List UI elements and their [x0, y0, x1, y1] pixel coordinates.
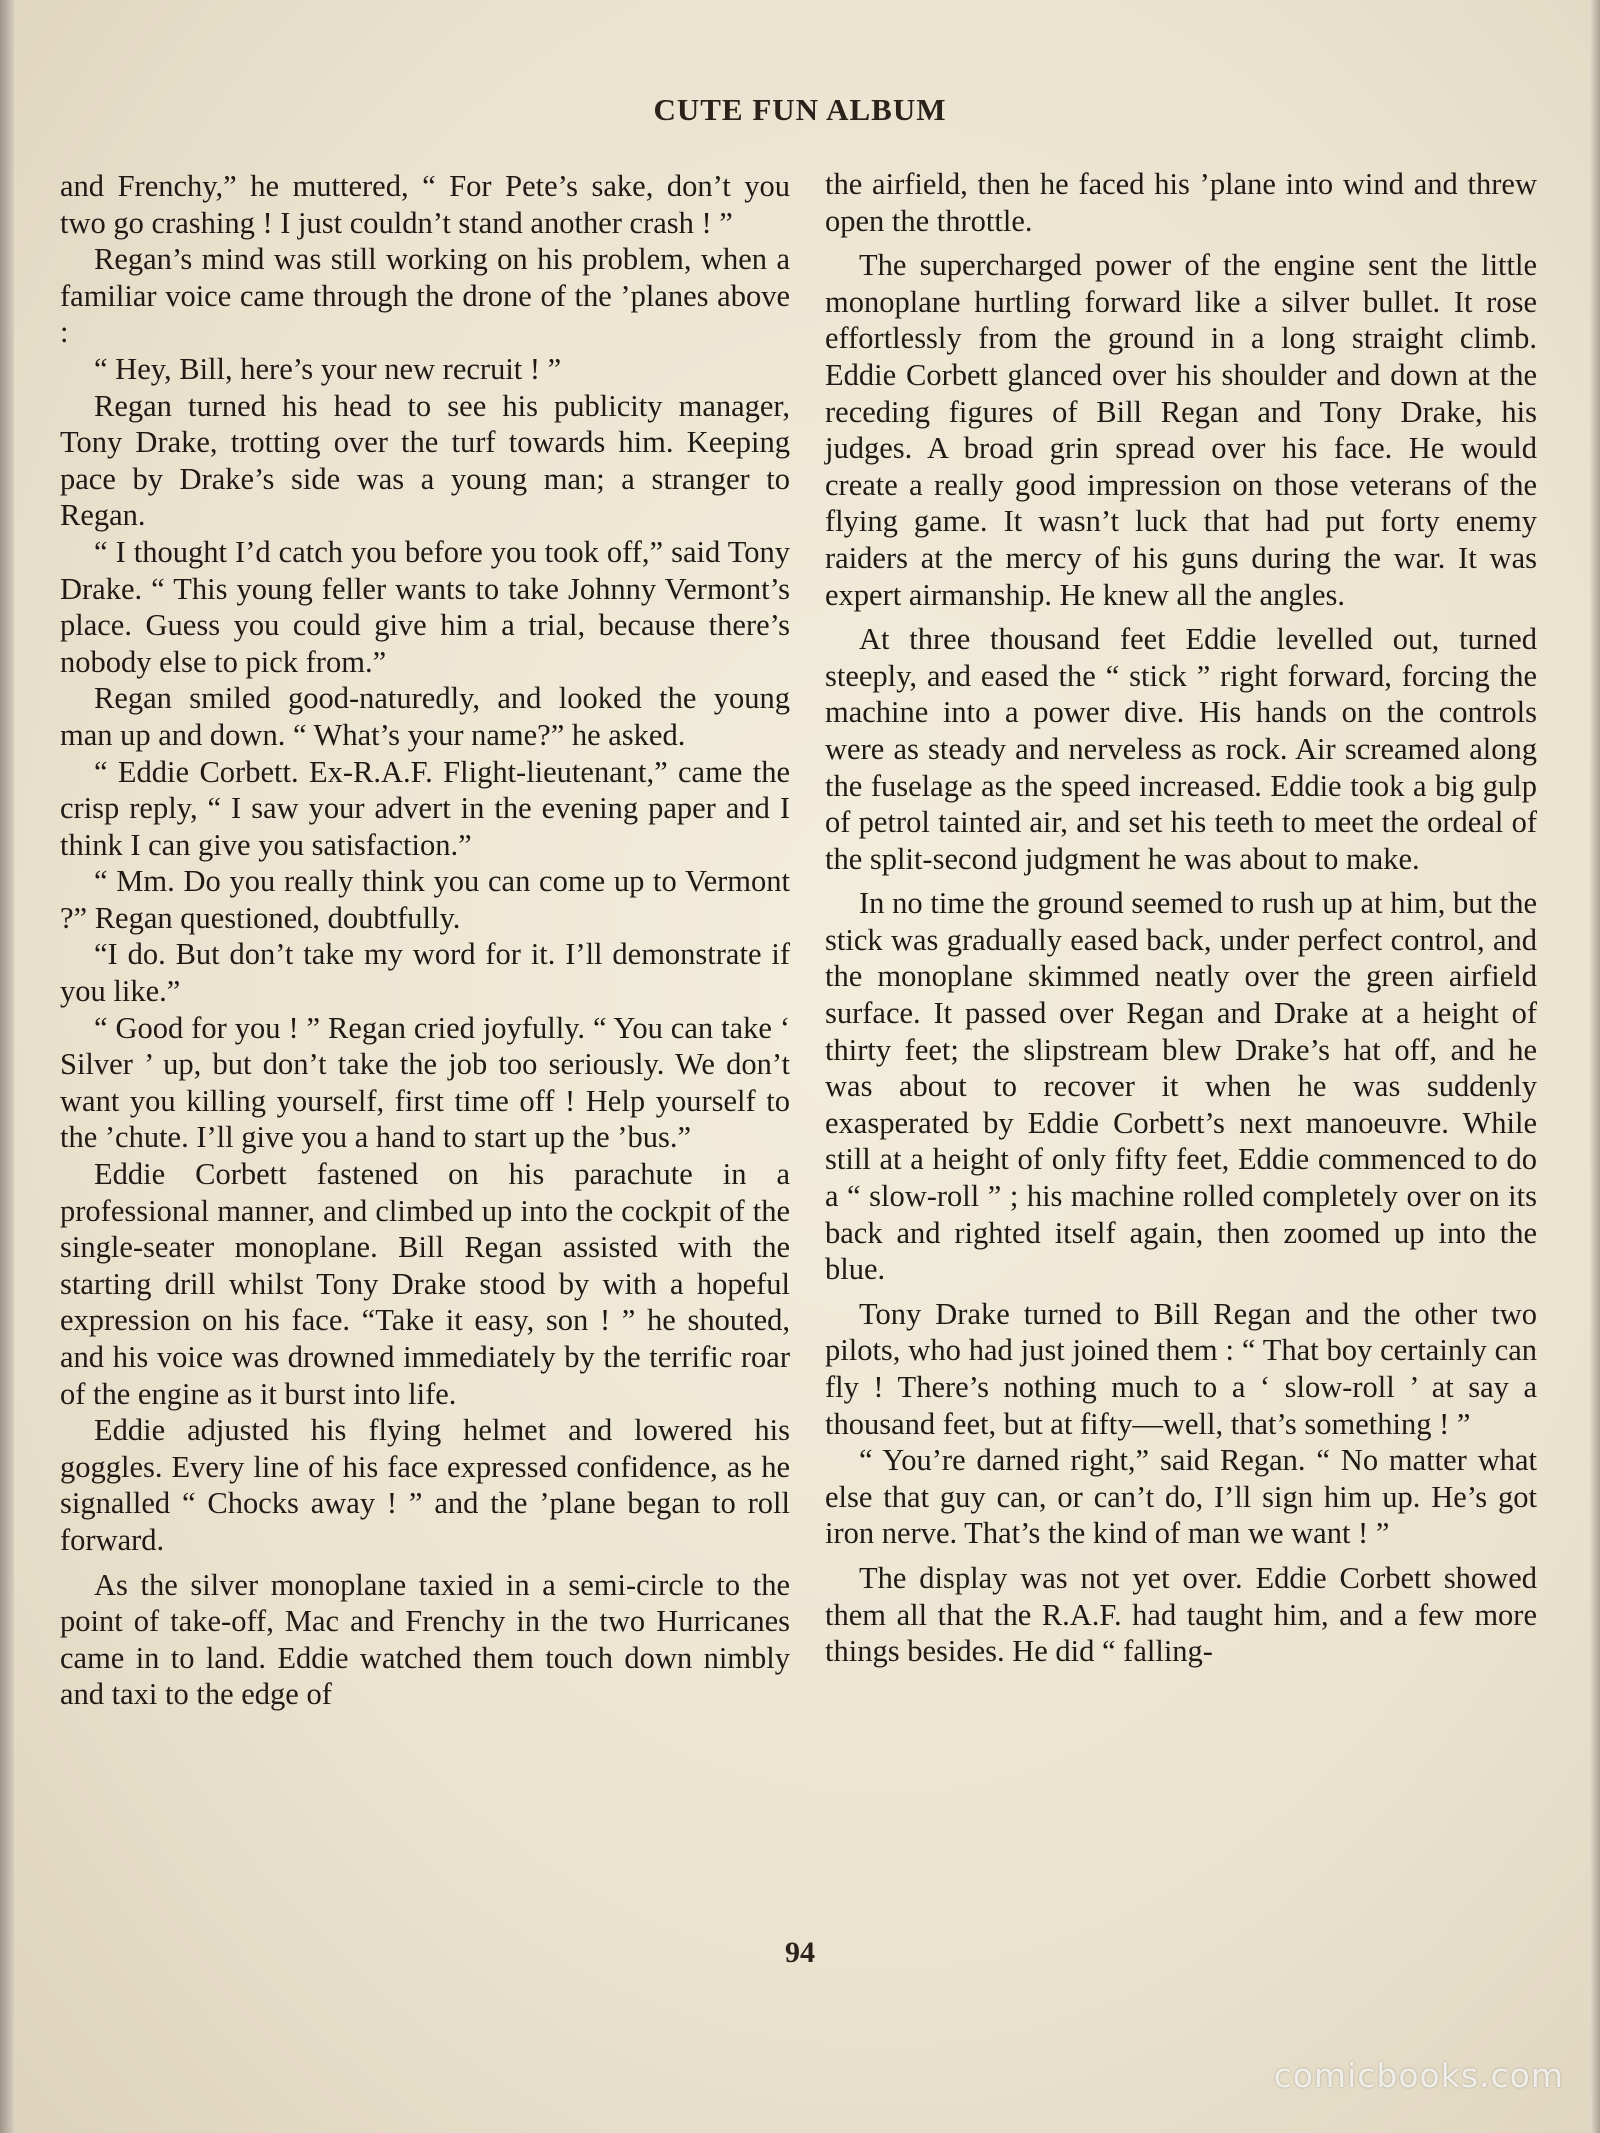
paragraph: Eddie adjusted his flying helmet and lowered his goggles. Every line of his face expressed confidence, as he signalled “ Chocks away ! ” and the ’plane began to roll forward. [60, 1413, 790, 1557]
paragraph: “ Mm. Do you really think you can come up to Vermont ?” Regan questioned, doubtfully. [60, 864, 790, 935]
paragraph: “I do. But don’t take my word for it. I’ll demonstrate if you like.” [60, 937, 790, 1009]
right-column [825, 166, 1537, 1670]
paragraph: As the silver monoplane taxied in a semi-circle to the point of take-off, Mac and Frenchy in the two Hurricanes came in to land. Eddie watched them touch down nimbly and taxi to the edge of [60, 1567, 790, 1712]
running-header: CUTE FUN ALBUM [653, 92, 947, 127]
paragraph: The supercharged power of the engine sent the little monoplane hurtling forward like a silver bullet. It rose effortlessly from the ground in a long straight climb. Eddie Corbett glanced over his shoulder and down at the receding figures of Bill Regan and Tony Drake, his judges. A broad grin spread over his face. He would create a really good impression on those veterans of the flying game. It wasn’t luck that had put forty enemy raiders at the mercy of his guns during the war. It was expert airmanship. He knew all the angles. [825, 248, 1537, 612]
paragraph: “ I thought I’d catch you before you took off,” said Tony Drake. “ This young feller wants to take Johnny Vermont’s place. Guess you could give him a trial, because there’s nobody else to pick from.” [60, 534, 790, 679]
paragraph: “ Eddie Corbett. Ex-R.A.F. Flight-lieutenant,” came the crisp reply, “ I saw your advert in the evening paper and I think I can give you satisfaction.” [60, 754, 790, 862]
paragraph: Regan smiled good-naturedly, and looked the young man up and down. “ What’s your name?” he asked. [60, 681, 790, 752]
paragraph: Eddie Corbett fastened on his parachute in a professional manner, and climbed up into the cockpit of the single-seater monoplane. Bill Regan assisted with the starting drill whilst Tony Drake stood by with a hopeful expression on his face. “Take it easy, son ! ” he shouted, and his voice was drowned immediately by the terrific roar of the engine as it burst into life. [60, 1157, 790, 1411]
paragraph: At three thousand feet Eddie levelled out, turned steeply, and eased the “ stick ” right forward, forcing the machine into a power dive. His hands on the controls were as steady and nerveless as rock. Air screamed along the fuselage as the speed increased. Eddie took a big gulp of petrol tainted air, and set his teeth to meet the ordeal of the split-second judgment he was about to make. [825, 622, 1537, 876]
paragraph: the airfield, then he faced his ’plane into wind and threw open the throttle. [825, 167, 1537, 238]
paragraph: and Frenchy,” he muttered, “ For Pete’s sake, don’t you two go crashing ! I just couldn’t stand another crash ! ” [60, 169, 790, 240]
paragraph: Tony Drake turned to Bill Regan and the other two pilots, who had just joined them : “ That boy certainly can fly ! There’s nothing much to a ‘ slow-roll ’ at say a thousand feet, but at fifty—well, that’s something ! ” [825, 1296, 1537, 1441]
paragraph: Regan turned his head to see his publicity manager, Tony Drake, trotting over the turf towards him. Keeping pace by Drake’s side was a young man; a stranger to Regan. [60, 388, 790, 533]
page-edge-shadow [1590, 0, 1600, 2133]
left-column [60, 168, 790, 1713]
watermark: comicbooks.com [1273, 2056, 1564, 2095]
paragraph: In no time the ground seemed to rush up at him, but the stick was gradually eased back, under perfect control, and the monoplane skimmed neatly over the green airfield surface. It passed over Regan and Drake at a height of thirty feet; the slipstream blew Drake’s hat off, and he was about to recover it when he was suddenly exasperated by Eddie Corbett’s next manoeuvre. While still at a height of only fifty feet, Eddie commenced to do a “ slow-roll ” ; his machine rolled completely over on its back and righted itself again, then zoomed up into the blue. [825, 886, 1537, 1287]
paragraph: “ Hey, Bill, here’s your new recruit ! ” [94, 351, 562, 386]
paragraph: The display was not yet over. Eddie Corbett showed them all that the R.A.F. had taught him, and a few more things besides. He did “ falling- [825, 1560, 1537, 1669]
paragraph: “ Good for you ! ” Regan cried joyfully. “ You can take ‘ Silver ’ up, but don’t take the job too seriously. We don’t want you killing yourself, first time off ! Help yourself to the ’chute. I’ll give you a hand to start up the ’bus.” [60, 1010, 790, 1155]
page-spine-shadow [0, 0, 14, 2133]
page-number: 94 [785, 1936, 815, 1969]
paragraph: “ You’re darned right,” said Regan. “ No matter what else that guy can, or can’t do, I’ll sign him up. He’s got iron nerve. That’s the kind of man we want ! ” [825, 1443, 1537, 1551]
paragraph: Regan’s mind was still working on his problem, when a familiar voice came through the drone of the ’planes above : [60, 242, 790, 350]
